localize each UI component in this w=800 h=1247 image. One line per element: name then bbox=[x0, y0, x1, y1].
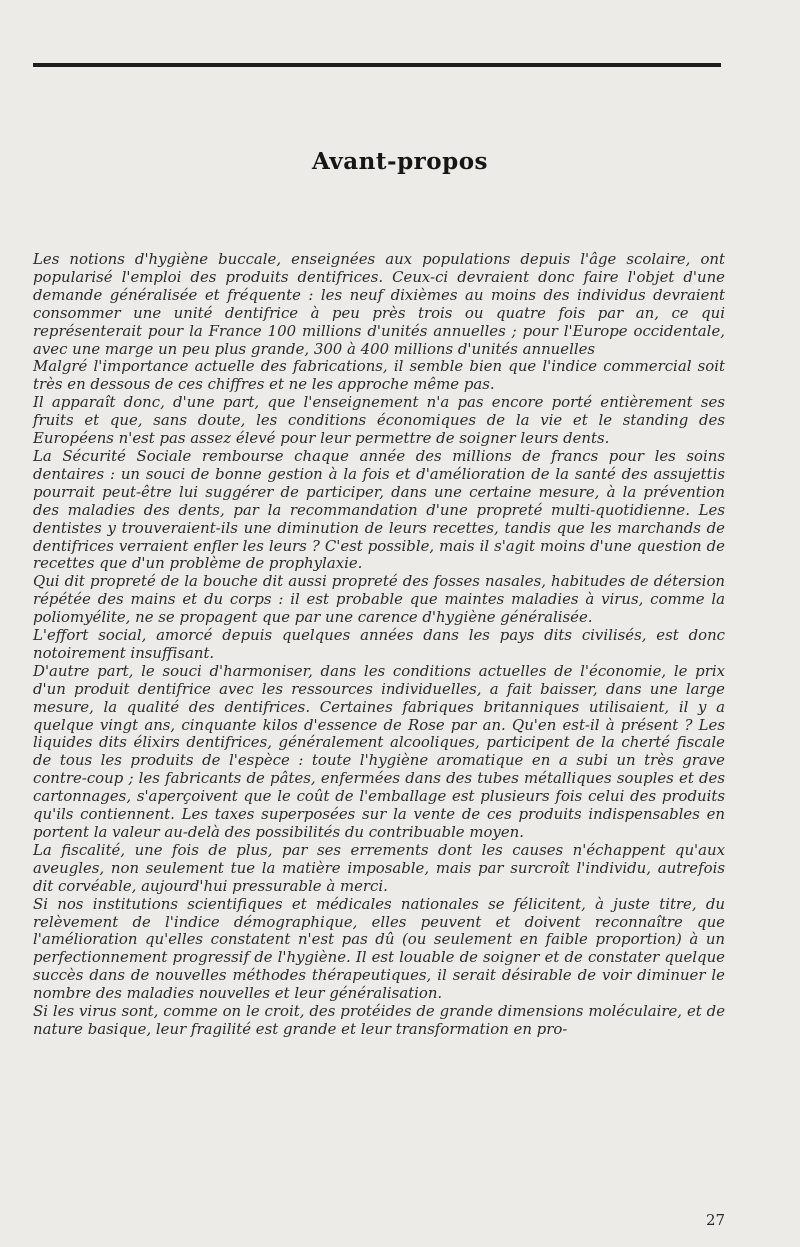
paragraph-2: Malgré l'importance actuelle des fabrications, il semble bien que l'indice commercial soit très en dessous de ces chiffres et ne les approche même pas. bbox=[33, 357, 725, 394]
paragraph-5: Qui dit propreté de la bouche dit aussi propreté des fosses nasales, habitudes de détersion répétée des mains et du corps : il est probable que maintes maladies à virus, comme la poliomyélite, ne se propagent que par une carence d'hygiène généralisée. bbox=[33, 572, 725, 627]
paragraph-9: Si nos institutions scientifiques et médicales nationales se félicitent, à juste titre, du relèvement de l'indice démographique, elles peuvent et doivent reconnaître que l'amélioration qu'elles constatent n'est pas dû (ou seulement en faible proportion) à un perfectionnement progressif de l'hygiène. Il est louable de soigner et de constater quelque succès dans de nouvelles méthodes thérapeutiques, il serait désirable de voir diminuer le nombre des maladies nouvelles et leur généralisation. bbox=[33, 894, 725, 1003]
page-title: Avant-propos bbox=[312, 148, 488, 175]
page-number: 27 bbox=[706, 1211, 726, 1229]
top-rule bbox=[33, 63, 721, 67]
paragraph-10: Si les virus sont, comme on le croit, des protéides de grande dimensions moléculaire, et de nature basique, leur fragilité est grande et leur transformation en pro- bbox=[33, 1002, 725, 1038]
paragraph-6: L'effort social, amorcé depuis quelques années dans les pays dits civilisés, est donc notoirement insuffisant. bbox=[33, 626, 725, 662]
paragraph-1: Les notions d'hygiène buccale, enseignées aux populations depuis l'âge scolaire, ont popularisé l'emploi des produits dentifrices. Ceux-ci devraient donc faire l'objet d'une demande généralisée et fréquente : les neuf dixièmes au moins des individus devraient consommer une unité dentifrice à peu près trois ou quatre fois par an, ce qui représenterait pour la France 100 millions d'unités annuelles ; pour l'Europe occidentale, avec une marge un peu plus grande, 300 à 400 millions d'unités annuelles bbox=[33, 250, 725, 358]
paragraph-3: Il apparaît donc, d'une part, que l'enseignement n'a pas encore porté entièrement ses fruits et que, sans doute, les conditions économiques de la vie et le standing des Européens n'est pas assez élevé pour leur permettre de soigner leurs dents. bbox=[33, 393, 725, 448]
paragraph-7: D'autre part, le souci d'harmoniser, dans les conditions actuelles de l'économie, le prix d'un produit dentifrice avec les ressources individuelles, a fait baisser, dans une large mesure, la qualité des dentifrices. Certaines fabriques britanniques utilisaient, il y a quelque vingt ans, cinquante kilos d'essence de Rose par an. Qu'en est-il à présent ? Les liquides dits élixirs dentifrices, généralement alcooliques, participent de la cherté fiscale de tous les produits de l'espèce : toute l'hygiène aromatique en a subi un très grave contre-coup ; les fabricants de pâtes, enfermées dans des tubes métalliques souples et des cartonnages, s'aperçoivent que le coût de l'emballage est plusieurs fois celui des produits qu'ils contiennent. Les taxes superposées sur la vente de ces produits indispensables en portent la valeur au-delà des possibilités du contribuable moyen. bbox=[33, 661, 725, 841]
body-text bbox=[33, 251, 725, 1039]
paragraph-4: La Sécurité Sociale rembourse chaque année des millions de francs pour les soins dentaires : un souci de bonne gestion à la fois et d'amélioration de la santé des assujettis pourrait peut-être lui suggérer de participer, dans une certaine mesure, à la prévention des maladies des dents, par la recommandation d'une propreté multi-quotidienne. Les dentistes y trouveraient-ils une diminution de leurs recettes, tandis que les marchands de dentifrices verraient enfler les leurs ? C'est possible, mais il s'agit moins d'une question de recettes que d'un problème de prophylaxie. bbox=[33, 446, 725, 573]
paragraph-8: La fiscalité, une fois de plus, par ses errements dont les causes n'échappent qu'aux aveugles, non seulement tue la matière imposable, mais par surcroît l'individu, autrefois dit corvéable, aujourd'hui pressurable à merci. bbox=[33, 840, 725, 895]
